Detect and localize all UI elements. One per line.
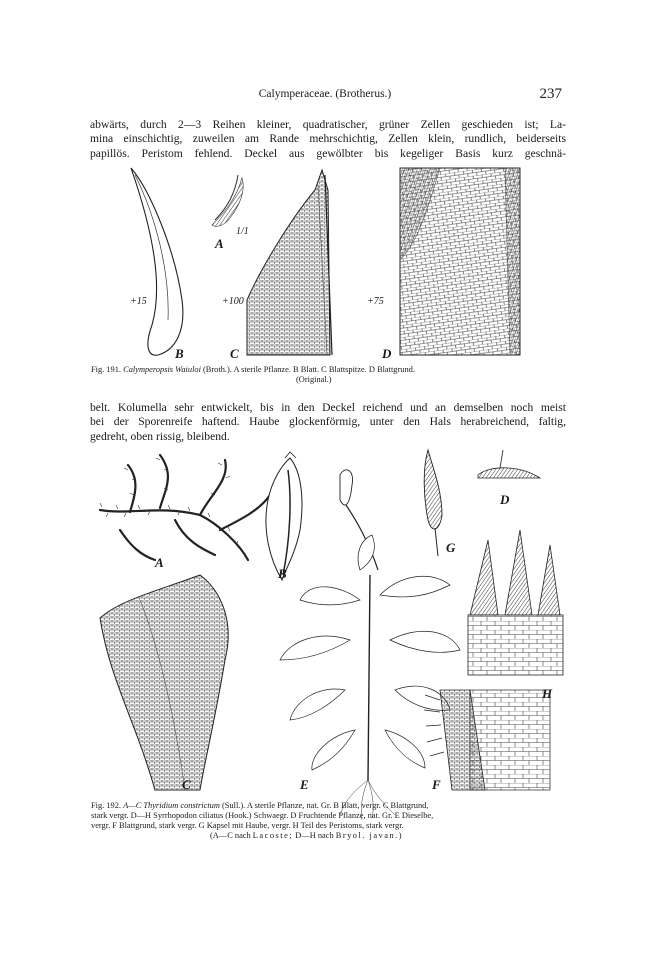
- caption-source: (A—C nach: [210, 831, 251, 840]
- text-line: papillös. Peristom fehlend. Deckel aus gewölbter bis kegeliger Basis kurz geschnä-: [90, 146, 566, 160]
- magnification-b: +15: [130, 296, 147, 307]
- running-title: Calymperaceae. (Brotherus.): [258, 88, 392, 100]
- figure-192-caption-line-2: stark vergr. D—H Syrrhopodon ciliatus (Hook.) Schwaegr. D Fruchtende Pflanze, nat. Gr. E Dieselbe,: [91, 811, 434, 820]
- page-number: 237: [539, 86, 562, 102]
- text-line: bei der Sporenreife haftend. Haube glockenförmig, unter den Hals herabreichend, faltig,: [90, 415, 566, 429]
- caption-text: A sterile Pflanze, nat. Gr. B Blatt, vergr. C Blattgrund,: [246, 801, 429, 810]
- figure-192-label-h: H: [542, 686, 553, 701]
- figure-191-label-a: A: [215, 236, 224, 251]
- caption-number: Fig. 192.: [91, 801, 122, 810]
- figure-191-label-d: D: [382, 346, 392, 361]
- magnification-d: +75: [367, 296, 384, 307]
- figure-191-caption-source: (Original.): [296, 375, 332, 384]
- figure-192-caption-line-4: [210, 831, 403, 841]
- magnification-c: +100: [222, 296, 244, 307]
- caption-author: (Sull.).: [222, 801, 246, 810]
- figure-192-label-f: F: [432, 777, 441, 792]
- figure-192-label-g: G: [446, 540, 456, 555]
- caption-author: (Broth.).: [203, 365, 232, 374]
- caption-species: A—C Thyridium constrictum: [123, 801, 220, 810]
- figure-192-caption-line-1: [91, 801, 571, 811]
- caption-source-author: Lacoste;: [252, 831, 294, 840]
- caption-source: D—H nach: [295, 831, 334, 840]
- figure-191-label-c: C: [230, 346, 239, 361]
- figure-192-label-e: E: [300, 777, 309, 792]
- text-line: gedreht, oben rissig, bleibend.: [90, 429, 230, 443]
- caption-number: Fig. 191.: [91, 365, 122, 374]
- figure-192-label-a: A: [155, 555, 164, 570]
- figure-192-label-c: C: [182, 777, 191, 792]
- caption-source-author: Bryol. javan.): [335, 831, 404, 840]
- figure-192-label-d: D: [500, 492, 510, 507]
- figure-192-label-b: B: [278, 566, 287, 581]
- figure-192-caption-line-3: vergr. F Blattgrund, stark vergr. G Kapsel mit Haube, vergr. H Teil des Peristoms, stark vergr.: [91, 821, 404, 830]
- caption-text: A sterile Pflanze. B Blatt. C Blattspitze. D Blattgrund.: [233, 365, 415, 374]
- text-line: abwärts, durch 2—3 Reihen kleiner, quadratischer, grüner Zellen geschieden ist; La-: [90, 118, 566, 131]
- text-line: mina einschichtig, zuweilen am Rande mehrschichtig, Zellen klein, rundlich, beiderseits: [90, 132, 566, 146]
- caption-species: Calymperopsis Waiuloi: [123, 365, 201, 374]
- text-line: belt. Kolumella sehr entwickelt, bis in den Deckel reichend und an demselben noch meist: [90, 401, 566, 414]
- magnification-a: 1/1: [236, 226, 249, 237]
- figure-191-label-b: B: [175, 346, 184, 361]
